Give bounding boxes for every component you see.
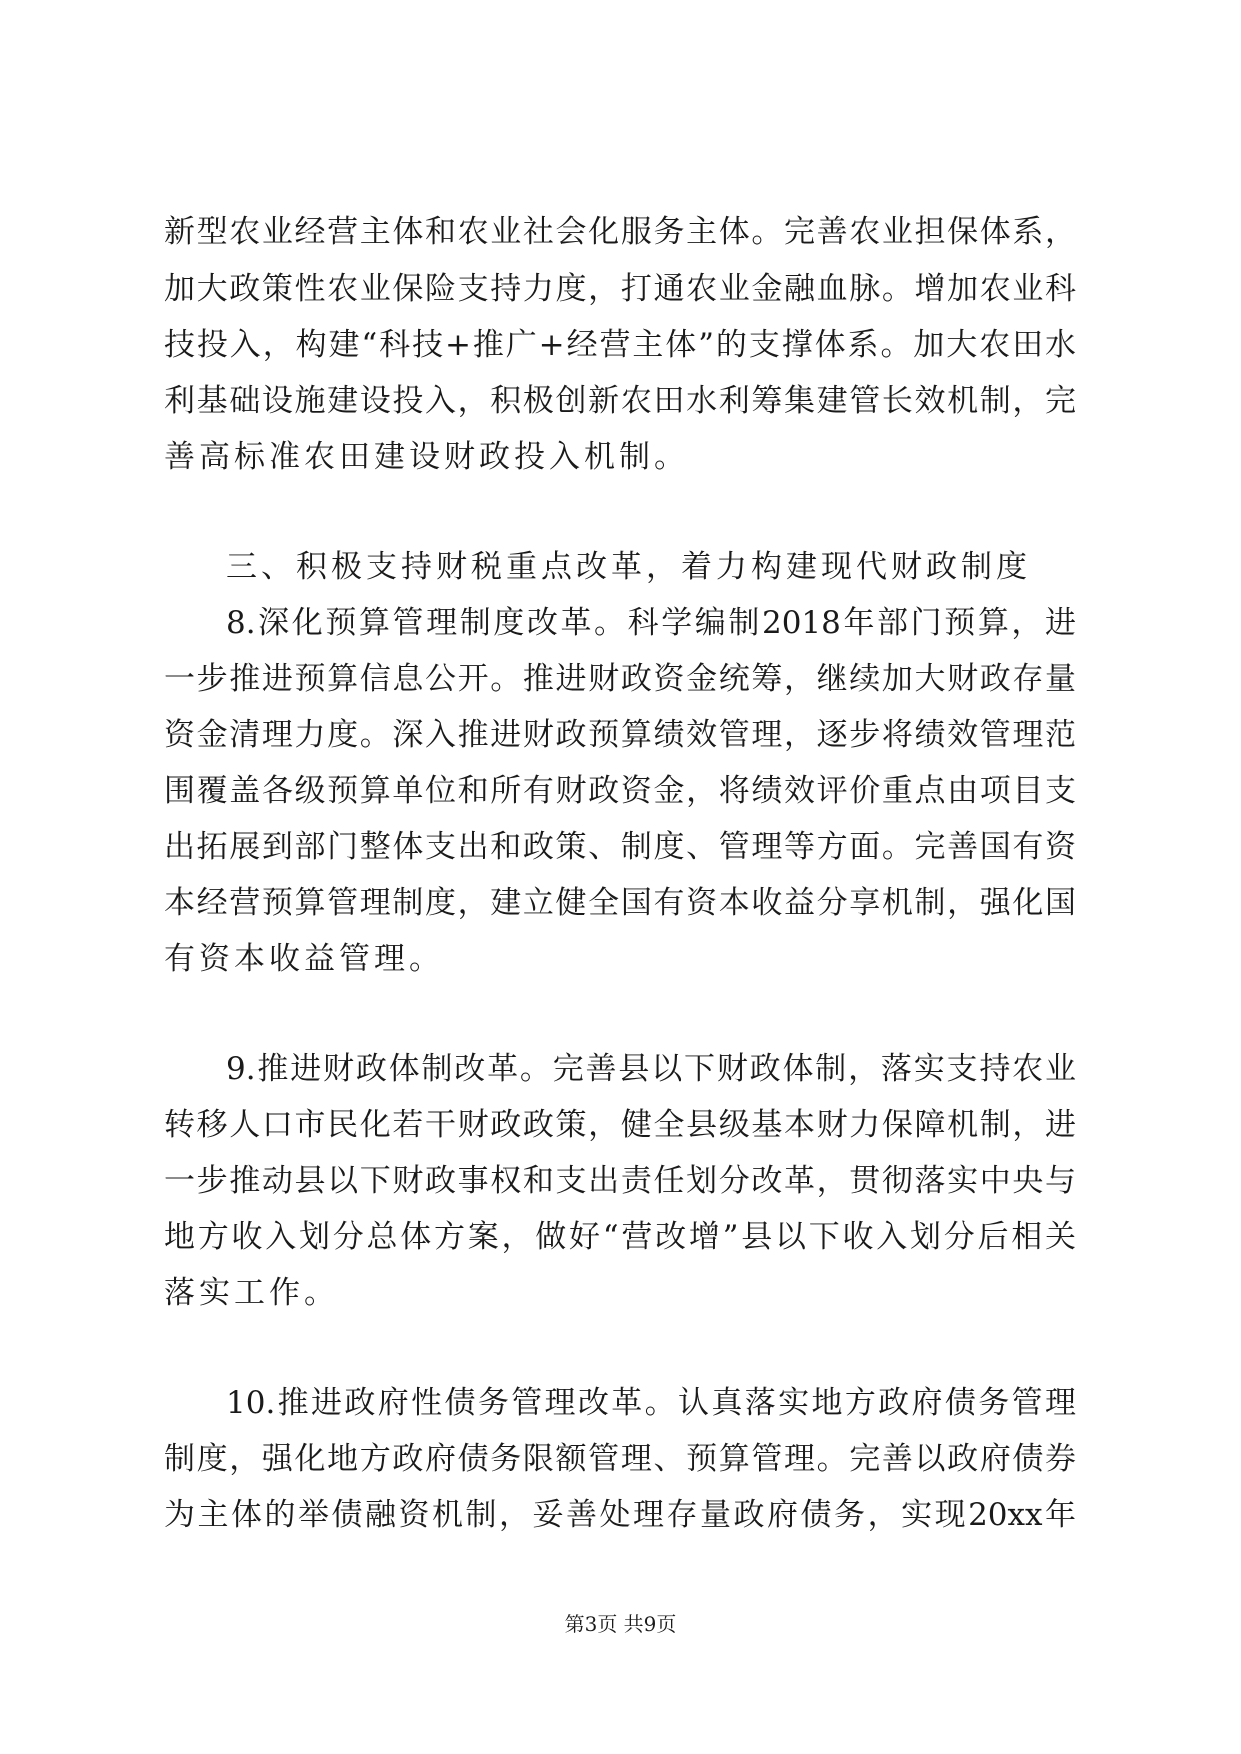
body-text-line: 地方收入划分总体方案，做好“营改增”县以下收入划分后相关 <box>164 1219 1076 1255</box>
body-text-line: 转移人口市民化若干财政政策，健全县级基本财力保障机制，进 <box>164 1107 1076 1143</box>
body-text-line: 一步推进预算信息公开。推进财政资金统筹，继续加大财政存量 <box>164 661 1076 697</box>
body-text-line: 为主体的举债融资机制，妥善处理存量政府债务，实现20xx年 <box>164 1497 1076 1533</box>
body-text-line: 资金清理力度。深入推进财政预算绩效管理，逐步将绩效管理范 <box>164 717 1076 753</box>
body-text-line: 本经营预算管理制度，建立健全国有资本收益分享机制，强化国 <box>164 885 1076 921</box>
page-number-footer: 第3页 共9页 <box>564 1612 677 1636</box>
body-text-line: 有资本收益管理。 <box>164 941 444 977</box>
body-text-line: 8.深化预算管理制度改革。科学编制2018年部门预算，进 <box>226 605 1076 641</box>
body-text-line: 一步推动县以下财政事权和支出责任划分改革，贯彻落实中央与 <box>164 1163 1076 1199</box>
body-text-line: 制度，强化地方政府债务限额管理、预算管理。完善以政府债券 <box>164 1441 1076 1477</box>
body-text-line: 落实工作。 <box>164 1275 339 1311</box>
body-text-line: 技投入，构建“科技+推广+经营主体”的支撑体系。加大农田水 <box>164 327 1076 363</box>
body-text-line: 新型农业经营主体和农业社会化服务主体。完善农业担保体系， <box>164 214 1076 250</box>
body-text-line: 利基础设施建设投入，积极创新农田水利筹集建管长效机制，完 <box>164 383 1076 419</box>
body-text-line: 10.推进政府性债务管理改革。认真落实地方政府债务管理 <box>226 1385 1076 1421</box>
body-text-line: 围覆盖各级预算单位和所有财政资金，将绩效评价重点由项目支 <box>164 773 1076 809</box>
body-text-line: 出拓展到部门整体支出和政策、制度、管理等方面。完善国有资 <box>164 829 1076 865</box>
body-text-line: 善高标准农田建设财政投入机制。 <box>164 439 689 475</box>
body-text-line: 9.推进财政体制改革。完善县以下财政体制，落实支持农业 <box>226 1051 1076 1087</box>
section-heading: 三、积极支持财税重点改革，着力构建现代财政制度 <box>226 549 1031 585</box>
body-text-line: 加大政策性农业保险支持力度，打通农业金融血脉。增加农业科 <box>164 271 1076 307</box>
